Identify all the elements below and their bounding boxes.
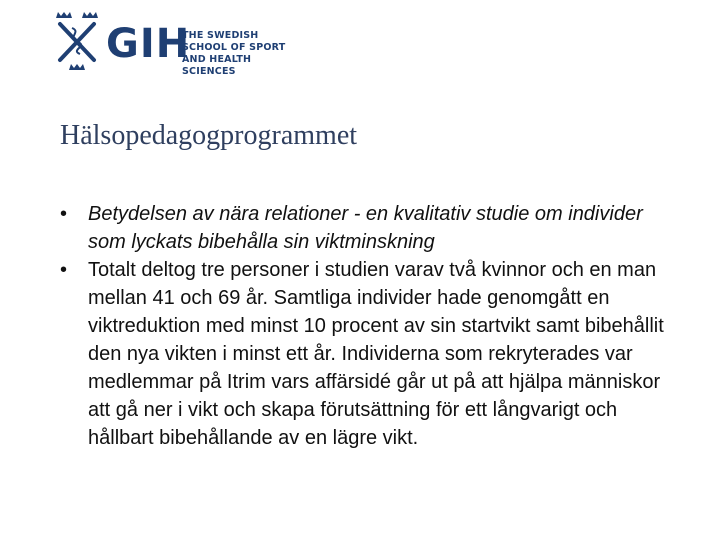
logo-tagline-line: SCHOOL OF SPORT [182,42,286,53]
bullet-item [60,200,680,256]
logo-tagline-line: AND HEALTH SCIENCES [182,54,252,77]
bullet-dot: • [60,259,68,281]
logo-tagline [182,30,292,78]
bullet-dot: • [60,203,68,225]
crowned-staff-emblem-icon [52,8,104,74]
gih-logo [52,8,292,78]
bullet-item [60,256,680,452]
slide-title: Hälsopedagogprogrammet [60,120,358,151]
bullet-list [60,200,680,452]
bullet-text: Betydelsen av nära relationer - en kvalitativ studie om individer som lyckats bibehålla sin viktminskning [88,203,643,253]
bullet-text: Totalt deltog tre personer i studien varav två kvinnor och en man mellan 41 och 69 år. Samtliga individer hade genomgått en viktreduktion med minst 10 procent av sin startvikt samt bibehållit den nya vikten i minst ett år. Individerna som rekryterades var medlemmar på Itrim vars affärsidé går ut på att hjälpa människor att gå ner i vikt och skapa förutsättning för ett långvarigt och hållbart bibehållande av en lägre vikt. [88,259,664,449]
logo-wordmark: GIH [106,21,191,67]
logo-tagline-line: THE SWEDISH [182,30,259,41]
